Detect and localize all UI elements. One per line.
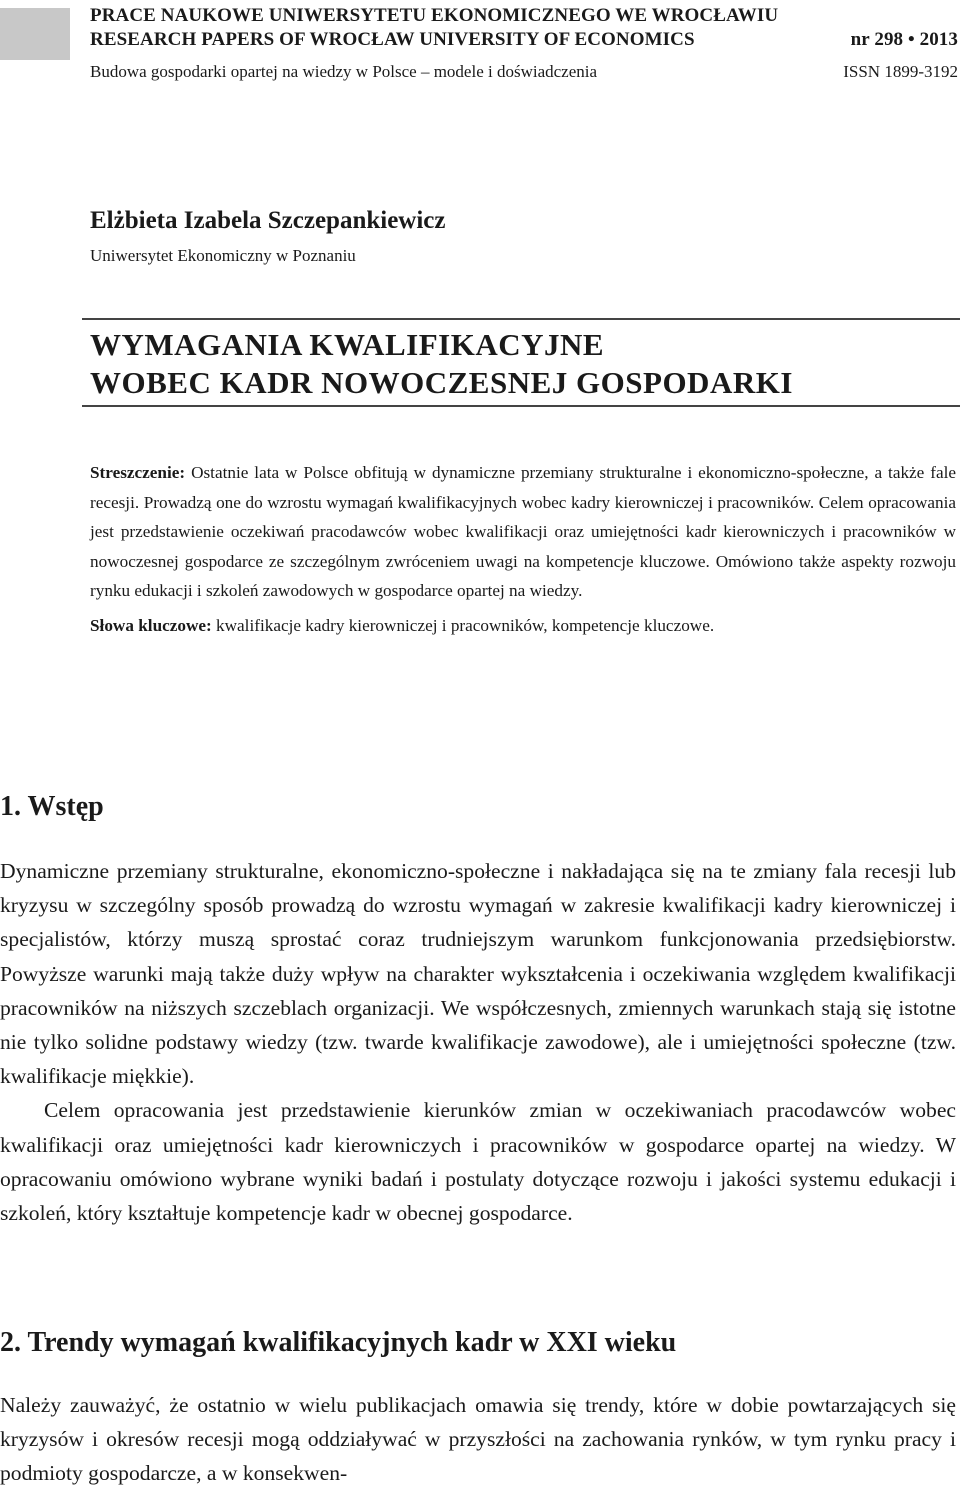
section-2-heading: 2. Trendy wymagań kwalifikacyjnych kadr w XXI wieku bbox=[0, 1327, 677, 1358]
abstract-text: Ostatnie lata w Polsce obfitują w dynamiczne przemiany strukturalne i ekonomiczno-społeczne, a także fale recesji. Prowadzą one do wzrostu wymagań kwalifikacyjnych wobec kadry kierowniczej i pracowników. Celem opracowania jest przedstawienie oczekiwań pracodawców wobec kwalifikacji oraz umiejętności kadr kierowniczych i pracowników w nowoczesnej gospodarce ze szczególnym zwróceniem uwagi na kompetencje kluczowe. Omówiono także aspekty rozwoju rynku edukacji i szkoleń zawodowych w gospodarce opartej na wiedzy. bbox=[90, 463, 957, 600]
author-name: Elżbieta Izabela Szczepankiewicz bbox=[90, 207, 446, 234]
issue-number: nr 298 • 2013 bbox=[850, 29, 958, 50]
paper-title bbox=[90, 326, 793, 402]
title-rule-top bbox=[82, 318, 960, 320]
abstract bbox=[90, 458, 956, 640]
section-1-body bbox=[0, 854, 956, 1230]
author-affiliation: Uniwersytet Ekonomiczny w Poznaniu bbox=[90, 246, 356, 265]
journal-name-en: RESEARCH PAPERS OF WROCŁAW UNIVERSITY OF ECONOMICS bbox=[90, 29, 695, 50]
series-title: Budowa gospodarki opartej na wiedzy w Polsce – modele i doświadczenia bbox=[90, 62, 598, 81]
journal-header bbox=[90, 4, 958, 84]
section-2-body bbox=[0, 1388, 956, 1491]
title-line-2: WOBEC KADR NOWOCZESNEJ GOSPODARKI bbox=[90, 365, 793, 400]
abstract-label: Streszczenie: bbox=[90, 463, 186, 482]
issn: ISSN 1899-3192 bbox=[843, 62, 958, 81]
section-1-heading: 1. Wstęp bbox=[0, 791, 104, 822]
section-1-paragraph-1: Dynamiczne przemiany strukturalne, ekonomiczno-społeczne i nakładająca się na te zmiany fala recesji lub kryzysu w szczególny sposób prowadzą do wzrostu wymagań w zakresie kwalifikacji kadry kierowniczej i specjalistów, którzy muszą sprostać coraz trudniejszym warunkom funkcjonowania przedsiębiorstw. Powyższe warunki mają także duży wpływ na charakter wykształcenia i oczekiwania względem kwalifikacji pracowników na niższych szczeblach organizacji. We współczesnych, zmiennych warunkach stają się istotne nie tylko solidne podstawy wiedzy (tzw. twarde kwalifikacje zawodowe), ale i umiejętności społeczne (tzw. kwalifikacje miękkie). bbox=[0, 859, 956, 1089]
header-gray-block bbox=[0, 8, 70, 60]
journal-name-pl: PRACE NAUKOWE UNIWERSYTETU EKONOMICZNEGO WE WROCŁAWIU bbox=[90, 5, 779, 26]
keywords-text: kwalifikacje kadry kierowniczej i pracowników, kompetencje kluczowe. bbox=[216, 615, 715, 635]
title-line-1: WYMAGANIA KWALIFIKACYJNE bbox=[90, 327, 605, 362]
title-rule-bottom bbox=[82, 405, 960, 407]
section-1-paragraph-2: Celem opracowania jest przedstawienie kierunków zmian w oczekiwaniach pracodawców wobec kwalifikacji oraz umiejętności kadr kierowniczych i pracowników w gospodarce opartej na wiedzy. W opracowaniu omówiono wybrane wyniki badań i postulaty dotyczące rozwoju i jakości systemu edukacji i szkoleń, który kształtuje kompetencje kadr w obecnej gospodarce. bbox=[0, 1098, 956, 1226]
section-2-paragraph-1: Należy zauważyć, że ostatnio w wielu publikacjach omawia się trendy, które w dobie powtarzających się kryzysów i okresów recesji mogą oddziaływać w przyszłości na zachowania rynków, w tym rynku pracy i podmioty gospodarcze, a w konsekwen- bbox=[0, 1393, 956, 1486]
keywords-label: Słowa kluczowe: bbox=[90, 615, 212, 635]
